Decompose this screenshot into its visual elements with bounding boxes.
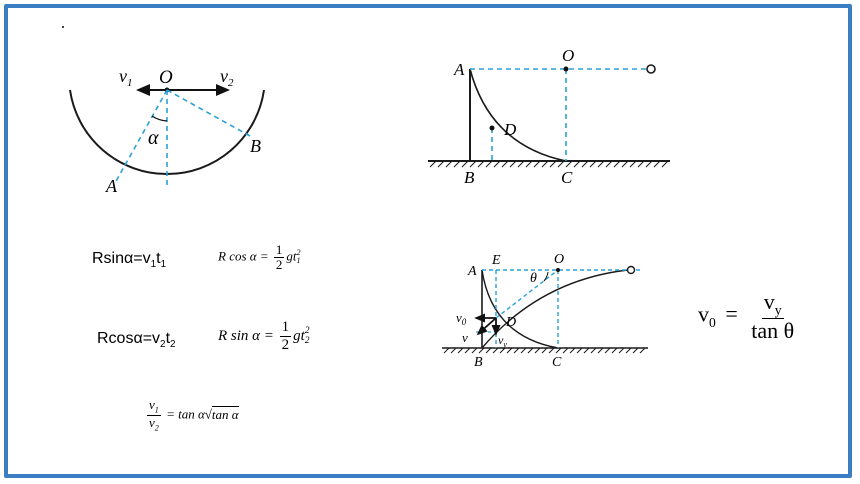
label-a3: A <box>468 264 477 279</box>
label-b3: B <box>474 355 483 370</box>
point-o3 <box>556 268 560 272</box>
equation-rsin: $Rsin\alpha=v_1t_1$ <box>92 250 167 271</box>
label-v2: $v_2$ <box>220 66 234 89</box>
label-v1: $v_1$ <box>119 66 133 89</box>
v-arrow <box>478 318 496 334</box>
label-b: B <box>250 136 261 156</box>
curve-adc <box>470 69 566 161</box>
label-a2: A <box>454 60 465 79</box>
equation-v0: $v_0$ = $\frac{v_y}{\text{tan θ}}$ <box>698 289 795 343</box>
label-alpha: α <box>148 127 159 149</box>
equation-rcos-gt: R cos α = $\frac{1}{2}$ gt 2 1 <box>218 242 301 272</box>
end-circle <box>647 65 655 73</box>
label-v0: $v_0$ <box>456 310 467 327</box>
label-o3: O <box>554 252 565 267</box>
alpha-arc <box>152 116 167 121</box>
radius-oa <box>115 90 167 183</box>
dot-mark <box>62 26 64 28</box>
curve-figure <box>420 45 680 185</box>
equation-rsin-gt: R sin α = $\frac{1}{2}$ gt 2 2 <box>218 319 310 353</box>
end-circle-3 <box>628 267 635 274</box>
label-b2: B <box>464 168 475 185</box>
bowl-figure <box>60 60 280 200</box>
radius-ob <box>167 90 250 136</box>
label-v: v <box>462 330 468 345</box>
label-o: O <box>159 67 173 88</box>
point-o2 <box>564 67 569 72</box>
equation-ratio: $\frac{v_1}{v_2}$ = tan α√tan α <box>149 397 239 433</box>
label-c: C <box>561 168 573 185</box>
label-vy: $v_y$ <box>498 333 507 349</box>
label-o2: O <box>562 46 575 65</box>
point-d <box>490 126 495 131</box>
label-c3: C <box>552 355 562 370</box>
curve-b-o-3 <box>482 270 628 348</box>
equation-rcos: $Rcos\alpha=v_2t_2$ <box>97 330 176 351</box>
label-a: A <box>106 176 117 196</box>
label-theta: θ <box>530 271 537 286</box>
decomp-figure <box>440 250 670 370</box>
label-d: D <box>504 120 517 139</box>
label-e: E <box>492 253 501 268</box>
label-d3: D <box>506 315 517 330</box>
